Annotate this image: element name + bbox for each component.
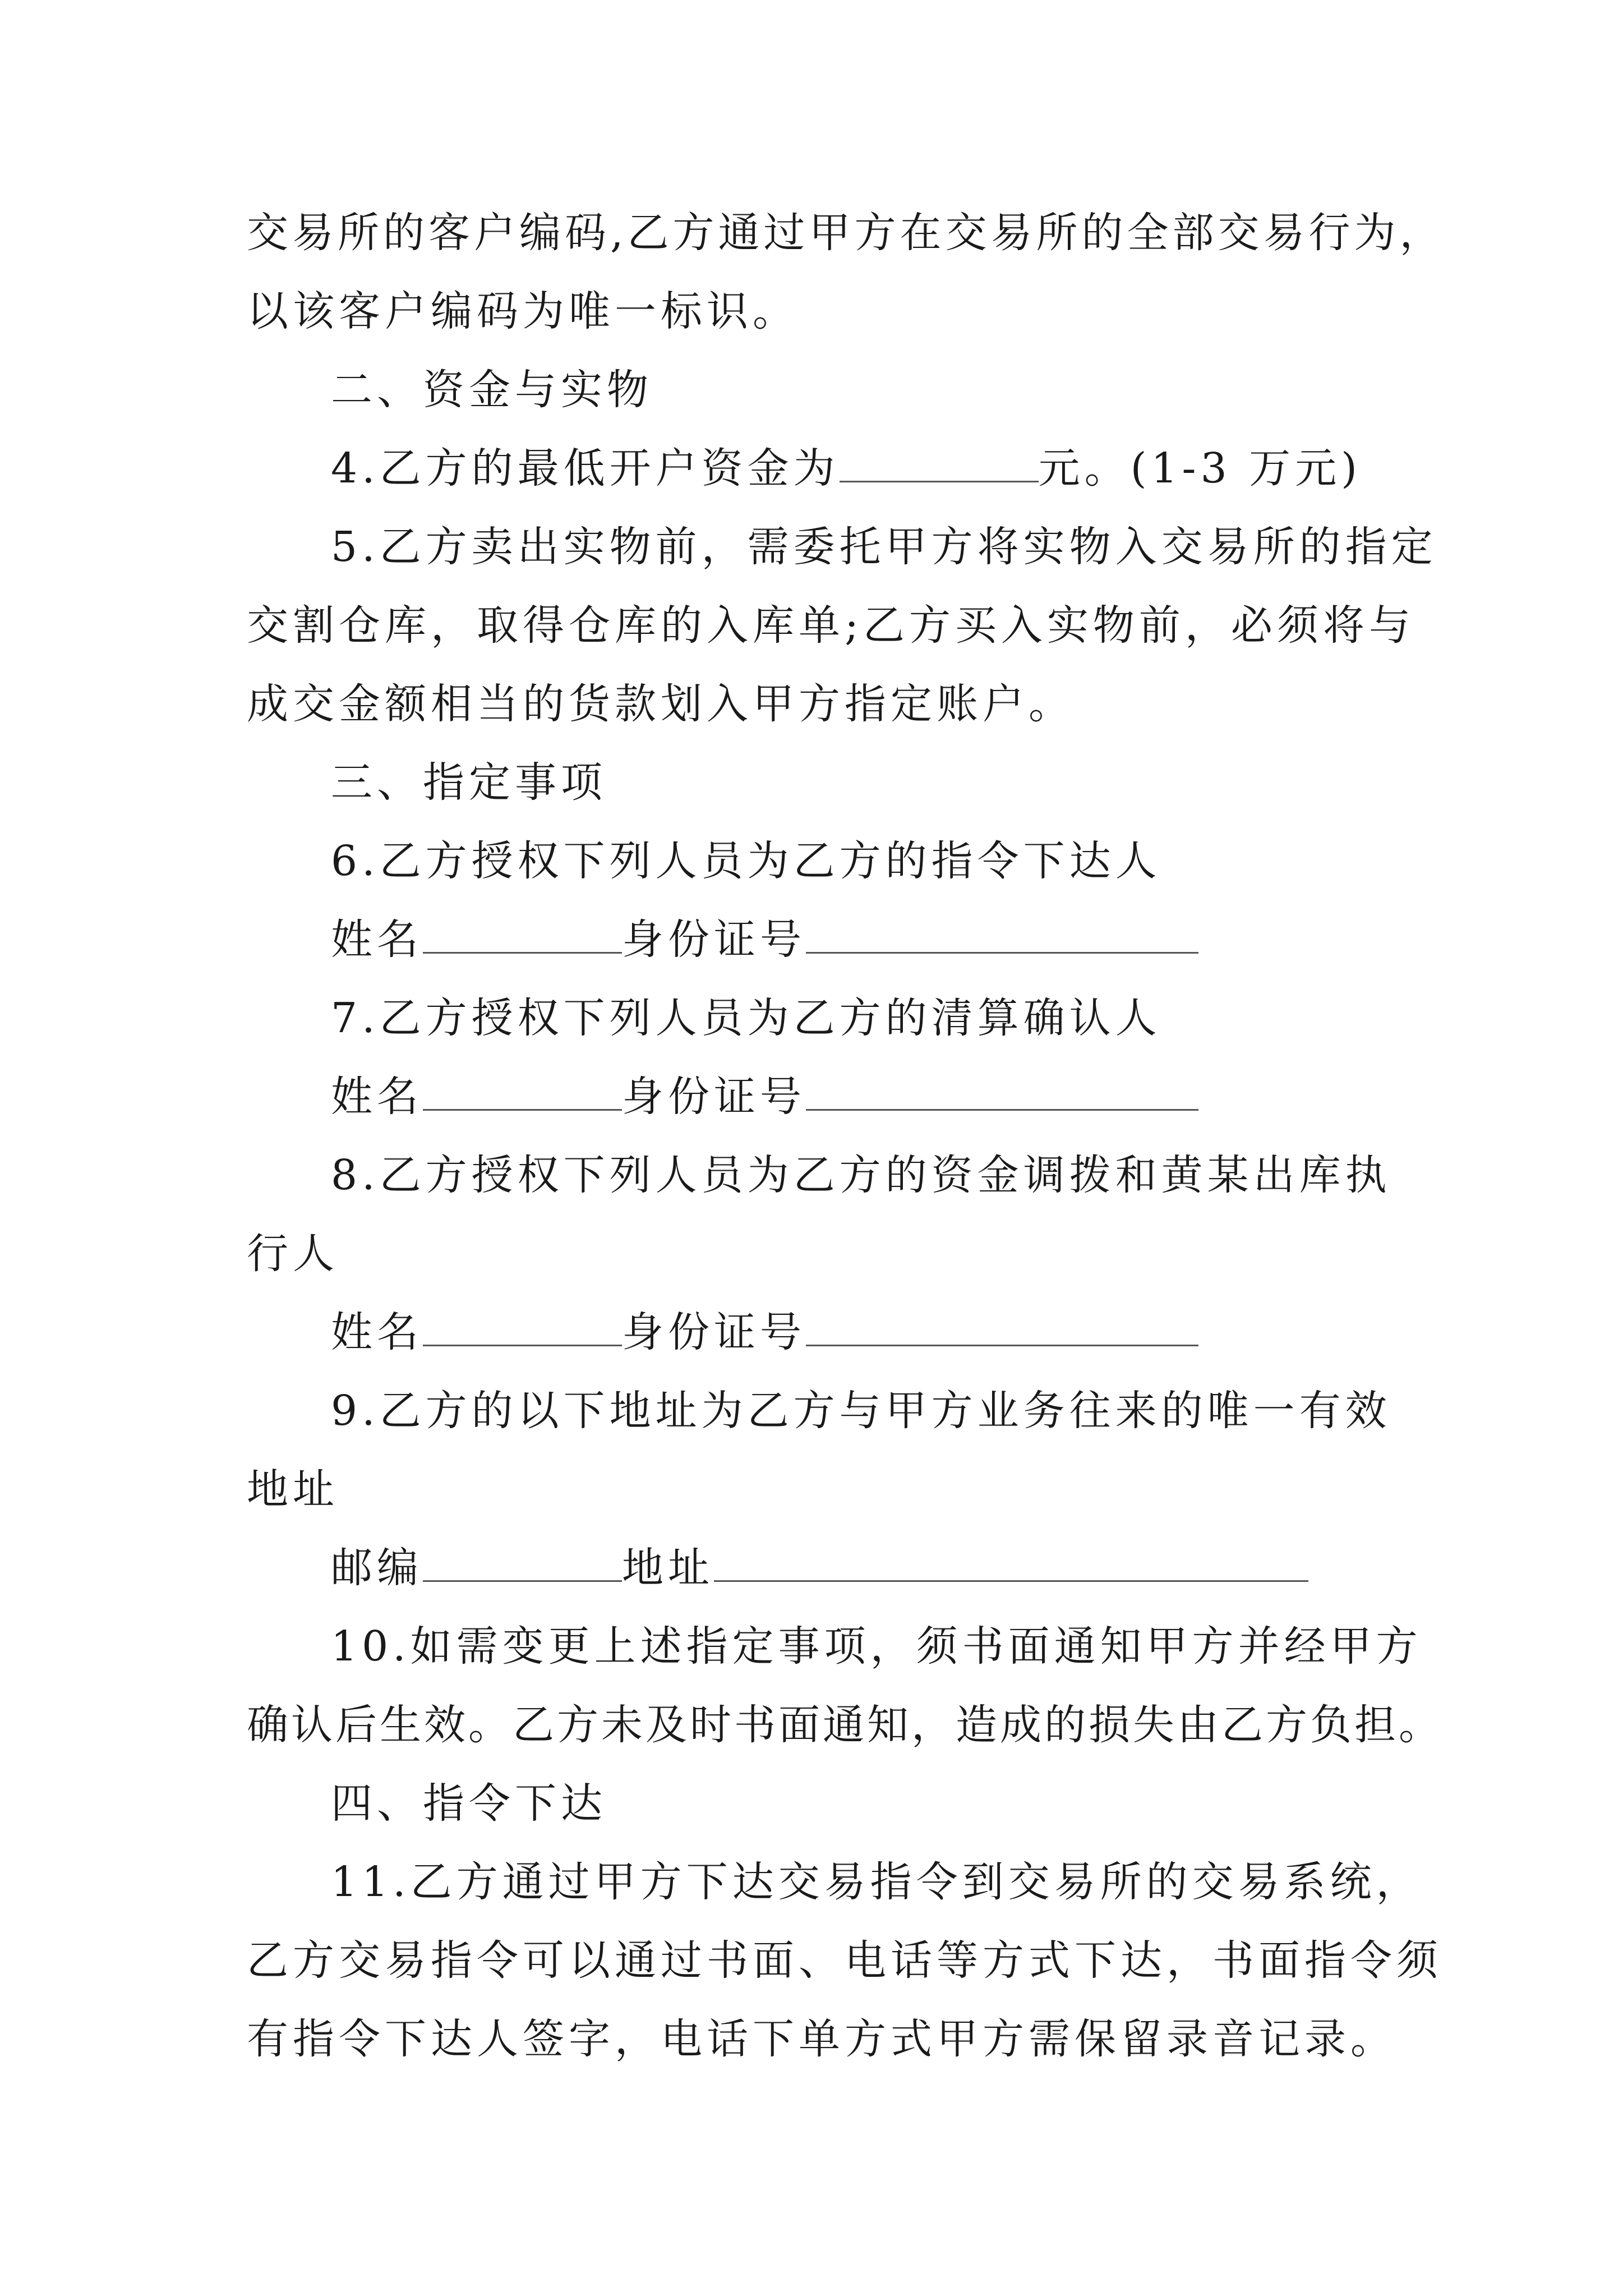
fund-suffix: 元。(1-3 万元) <box>1038 444 1362 493</box>
id-blank[interactable] <box>806 916 1198 954</box>
section-heading: 三、指定事项 <box>331 758 607 807</box>
address-field-row <box>331 1540 1308 1596</box>
postcode-label: 邮编 <box>331 1544 423 1592</box>
name-blank[interactable] <box>423 916 622 954</box>
name-label: 姓名 <box>331 915 423 964</box>
name-label: 姓名 <box>331 1308 423 1356</box>
section-heading: 四、指令下达 <box>331 1779 607 1828</box>
id-blank[interactable] <box>806 1073 1198 1111</box>
id-label: 身份证号 <box>622 1308 806 1356</box>
text-line: 交易所的客户编码,乙方通过甲方在交易所的全部交易行为， <box>247 209 1445 257</box>
text-line: 交割仓库，取得仓库的入库单;乙方买入实物前，必须将与 <box>247 601 1415 650</box>
text-line: 9.乙方的以下地址为乙方与甲方业务往来的唯一有效 <box>331 1387 1391 1435</box>
id-label: 身份证号 <box>622 915 806 964</box>
id-blank[interactable] <box>806 1309 1198 1346</box>
text-line: 7.乙方授权下列人员为乙方的清算确认人 <box>331 994 1161 1042</box>
person-field-row <box>331 1069 1198 1125</box>
text-line: 确认后生效。乙方未及时书面通知，造成的损失由乙方负担。 <box>247 1701 1443 1749</box>
fund-amount-blank[interactable] <box>840 445 1039 482</box>
text-line: 以该客户编码为唯一标识。 <box>247 287 799 335</box>
text-line: 8.乙方授权下列人员为乙方的资金调拨和黄某出库执 <box>331 1151 1391 1199</box>
fund-prefix: 4.乙方的最低开户资金为 <box>331 444 840 493</box>
section-heading: 二、资金与实物 <box>331 366 653 414</box>
name-blank[interactable] <box>423 1309 622 1346</box>
person-field-row <box>331 912 1198 968</box>
name-blank[interactable] <box>423 1073 622 1111</box>
text-line: 行人 <box>247 1230 339 1278</box>
text-line: 11.乙方通过甲方下达交易指令到交易所的交易系统， <box>331 1858 1422 1906</box>
text-line: 成交金额相当的货款划入甲方指定账户。 <box>247 680 1075 728</box>
text-line: 地址 <box>247 1465 339 1513</box>
text-line: 乙方交易指令可以通过书面、电话等方式下达，书面指令须 <box>247 1936 1442 1985</box>
fund-line <box>331 440 1362 496</box>
text-line: 有指令下达人签字，电话下单方式甲方需保留录音记录。 <box>247 2015 1396 2063</box>
address-blank[interactable] <box>714 1544 1308 1582</box>
person-field-row <box>331 1304 1198 1360</box>
id-label: 身份证号 <box>622 1073 806 1121</box>
text-line: 6.乙方授权下列人员为乙方的指令下达人 <box>331 837 1161 885</box>
text-line: 5.乙方卖出实物前，需委托甲方将实物入交易所的指定 <box>331 523 1437 571</box>
address-label: 地址 <box>622 1544 714 1592</box>
postcode-blank[interactable] <box>423 1544 622 1582</box>
text-line: 10.如需变更上述指定事项，须书面通知甲方并经甲方 <box>331 1622 1422 1671</box>
name-label: 姓名 <box>331 1073 423 1121</box>
